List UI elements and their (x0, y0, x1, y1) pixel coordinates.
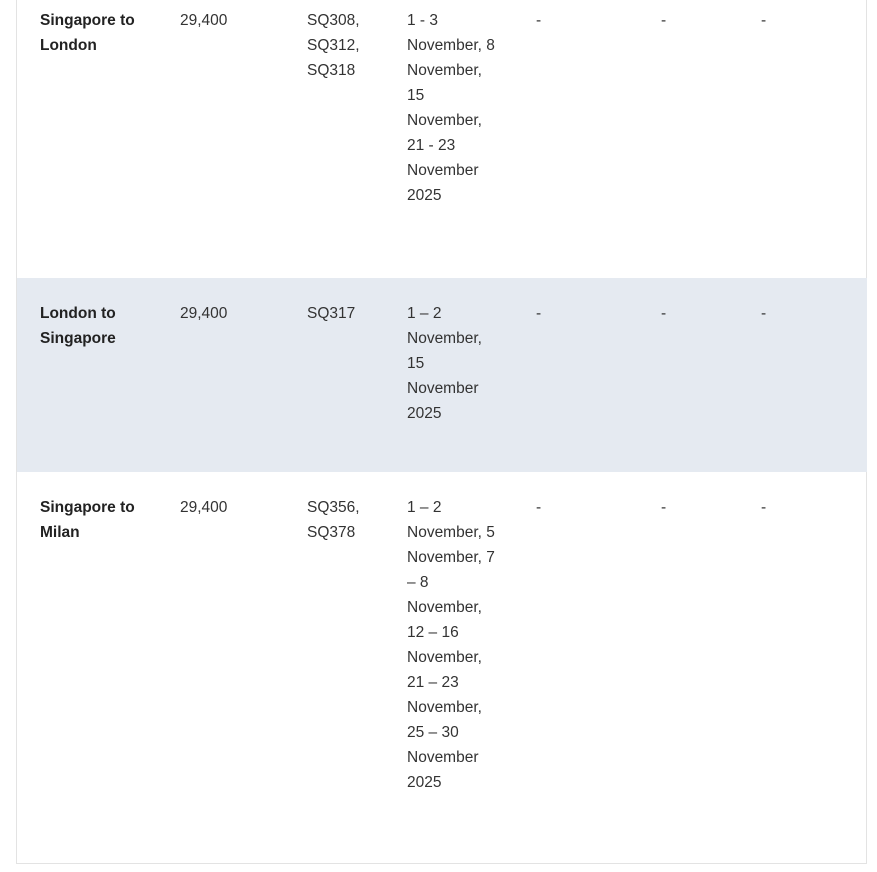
dash-cell: - (761, 305, 767, 322)
award-availability-table (16, 0, 867, 864)
dash-cell: - (536, 305, 542, 322)
table-row (17, 0, 867, 278)
flights-cell: SQ356, SQ378 (307, 499, 360, 541)
route-cell: Singapore to Milan (40, 499, 135, 541)
miles-cell: 29,400 (180, 499, 228, 516)
miles-cell: 29,400 (180, 12, 228, 29)
dash-cell: - (661, 499, 667, 516)
dash-cell: - (761, 499, 767, 516)
flights-cell: SQ308, SQ312, SQ318 (307, 12, 360, 79)
dash-cell: - (536, 499, 542, 516)
dash-cell: - (536, 12, 542, 29)
dash-cell: - (661, 305, 667, 322)
table-row (17, 278, 867, 472)
dates-cell: 1 - 3 November, 8 November, 15 November, 21 - 23 November 2025 (407, 12, 495, 204)
dash-cell: - (661, 12, 667, 29)
route-cell: Singapore to London (40, 12, 135, 54)
dates-cell: 1 – 2 November, 5 November, 7 – 8 November, 12 – 16 November, 21 – 23 November, 25 – 30 November 2025 (407, 499, 495, 791)
miles-cell: 29,400 (180, 305, 228, 322)
dash-cell: - (761, 12, 767, 29)
dates-cell: 1 – 2 November, 15 November 2025 (407, 305, 482, 422)
table-row (17, 472, 867, 863)
flights-cell: SQ317 (307, 305, 356, 322)
route-cell: London to Singapore (40, 305, 116, 347)
